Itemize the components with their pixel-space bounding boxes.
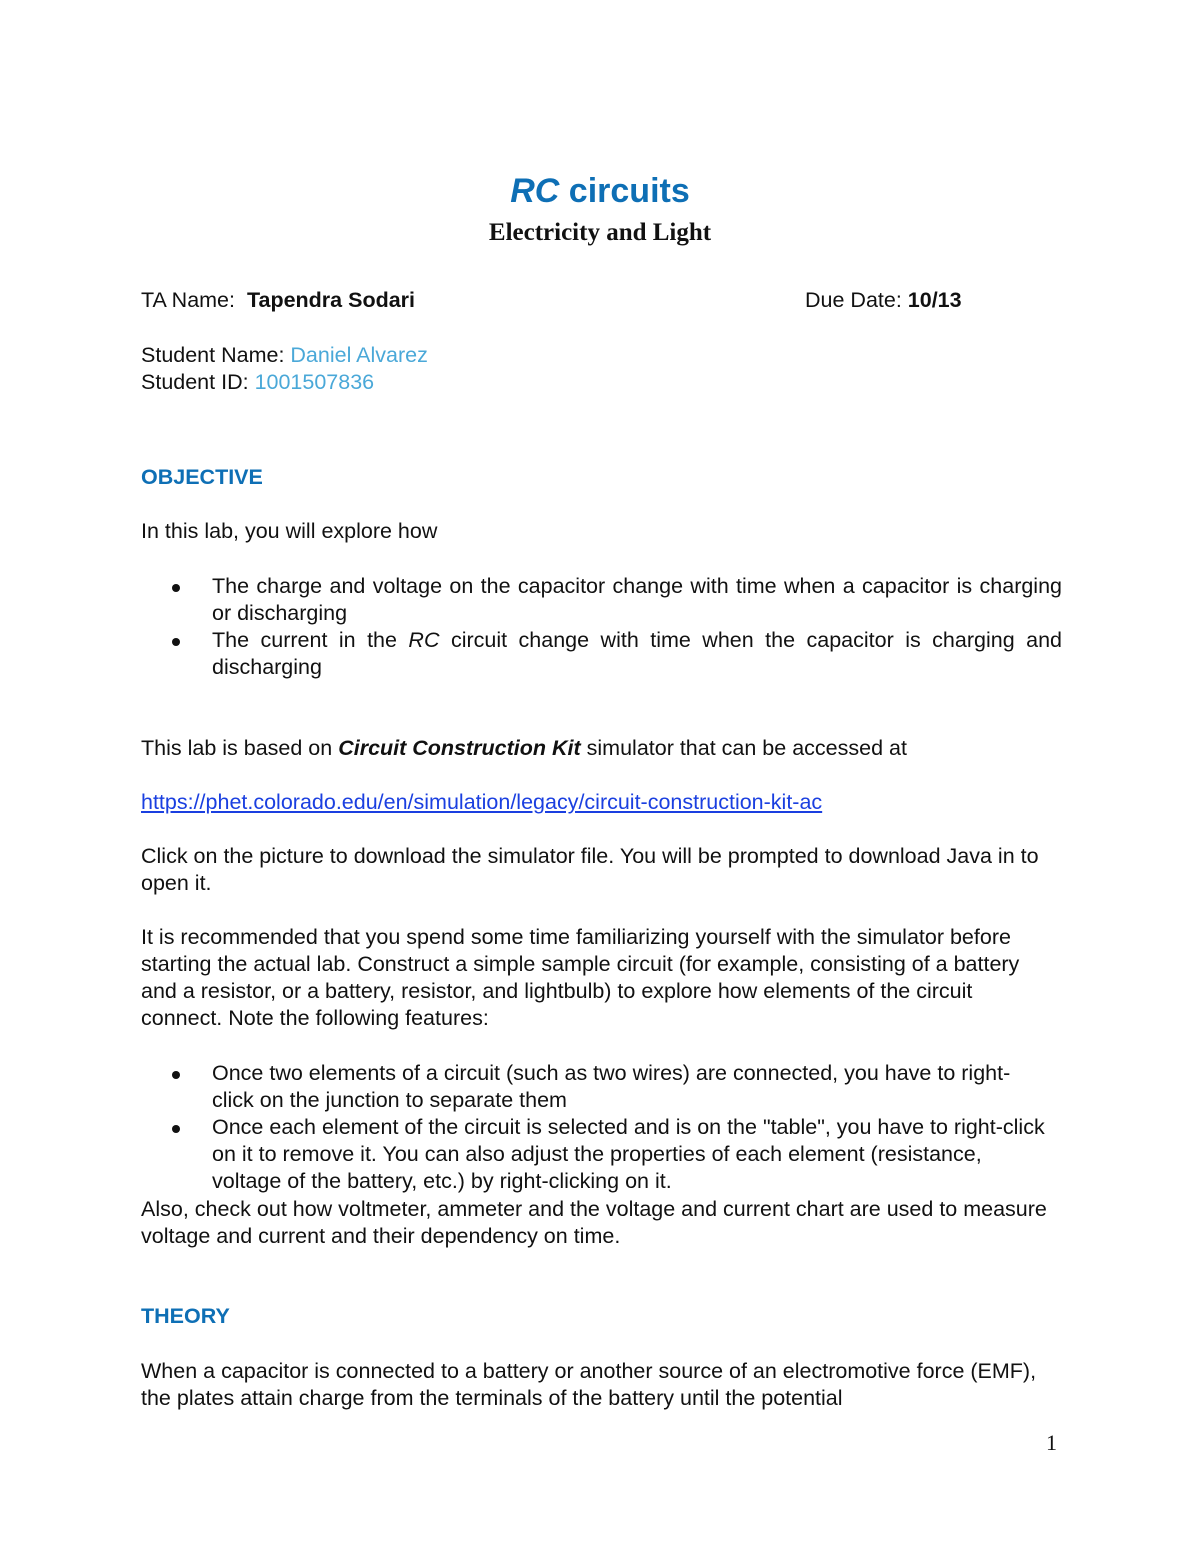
student-id-value: 1001507836: [254, 370, 375, 394]
objective-bullet-1: [172, 573, 1062, 627]
document-title: [0, 172, 1200, 211]
due-date-value: 10/13: [907, 288, 962, 312]
objective-bullet-2-text: [212, 627, 1062, 681]
objective-bullet-1-text: The charge and voltage on the capacitor change with time when a capacitor is charging or discharging: [212, 574, 1062, 625]
due-date-label: Due Date:: [805, 288, 902, 312]
objective-heading: OBJECTIVE: [141, 465, 263, 489]
objective-bullet-2: [172, 627, 1062, 681]
theory-paragraph: When a capacitor is connected to a battery or another source of an electromotive force (EMF), the plates attain charge from the terminals of the battery until the potential: [141, 1359, 1037, 1410]
recommend-paragraph: It is recommended that you spend some time familiarizing yourself with the simulator before starting the actual lab. Construct a simple sample circuit (for example, consisting of a battery and a resistor, or a battery, resistor, and lightbulb) to explore how elements of the circuit connect. Note the following features:: [141, 925, 1020, 1030]
student-name-label: Student Name:: [141, 343, 285, 367]
bullet-dot-icon: [172, 584, 180, 592]
title-italic: RC: [510, 172, 560, 210]
bullet-dot-icon: [172, 1125, 180, 1133]
bullet-dot-icon: [172, 638, 180, 646]
student-id-line: [141, 369, 374, 396]
feature-bullet-2: [172, 1114, 1052, 1195]
simulator-name: Circuit Construction Kit: [338, 736, 581, 760]
simulator-sentence-pre: This lab is based on: [141, 736, 339, 760]
ta-name-label: TA Name:: [141, 288, 235, 312]
feature-bullet-1-text: Once two elements of a circuit (such as two wires) are connected, you have to right-click on the junction to separate them: [212, 1061, 1011, 1112]
student-id-label: Student ID:: [141, 370, 249, 394]
simulator-sentence-post: simulator that can be accessed at: [580, 736, 907, 760]
document-subtitle: Electricity and Light: [488, 219, 712, 246]
student-name-value: Daniel Alvarez: [290, 343, 428, 367]
objective-intro: In this lab, you will explore how: [141, 519, 438, 543]
page-number: 1: [1046, 1430, 1057, 1455]
bullet-2-post: circuit change with time when the capacitor is charging and discharging: [212, 628, 1062, 679]
bullet-2-pre: The current in the: [212, 628, 409, 652]
due-date-line: [805, 287, 962, 314]
bullet-2-italic: RC: [408, 628, 440, 652]
student-name-line: [141, 342, 428, 369]
simulator-sentence: [141, 735, 1061, 762]
ta-name-value: Tapendra Sodari: [246, 288, 416, 312]
download-paragraph: Click on the picture to download the simulator file. You will be prompted to download Java in to open it.: [141, 844, 1039, 895]
simulator-link-line: [141, 789, 1061, 816]
bullet-dot-icon: [172, 1071, 180, 1079]
simulator-link[interactable]: https://phet.colorado.edu/en/simulation/legacy/circuit-construction-kit-ac: [141, 790, 823, 814]
feature-bullet-1: [172, 1060, 1052, 1114]
ta-name-line: [141, 287, 415, 314]
title-rest: circuits: [559, 172, 690, 210]
feature-bullet-2-text: Once each element of the circuit is selected and is on the "table", you have to right-click on it to remove it. You can also adjust the properties of each element (resistance, voltage of the battery, etc.) by right-clicking on it.: [212, 1115, 1045, 1193]
theory-heading: THEORY: [141, 1304, 230, 1328]
also-paragraph: Also, check out how voltmeter, ammeter and the voltage and current chart are used to measure voltage and current and their dependency on time.: [141, 1197, 1047, 1248]
